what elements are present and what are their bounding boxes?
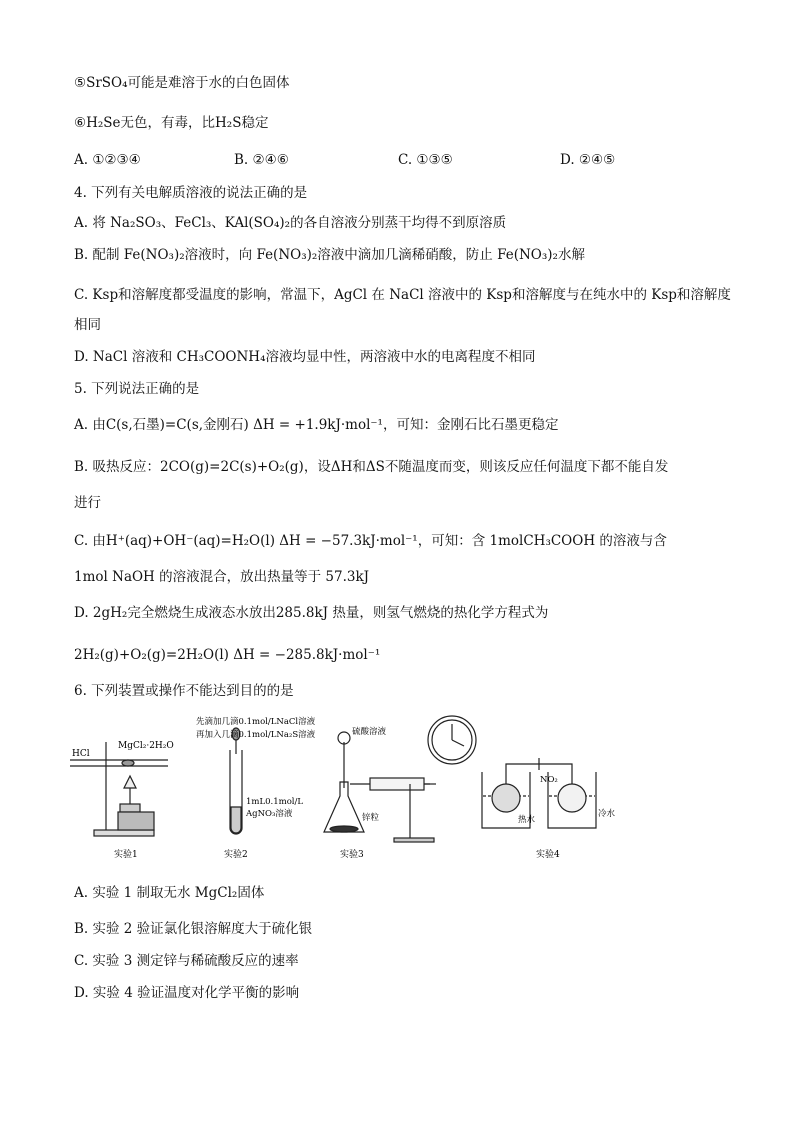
q4-stem: 4. 下列有关电解质溶液的说法正确的是 <box>74 185 308 201</box>
experiment-2-apparatus <box>230 728 242 834</box>
experiment-3-apparatus <box>324 716 476 842</box>
exp2-solution-line2: AgNO₃溶液 <box>246 809 293 819</box>
q6-option-c: C. 实验 3 测定锌与稀硫酸反应的速率 <box>74 953 299 969</box>
exp4-caption: 实验4 <box>536 850 560 860</box>
q5-option-c-line1: C. 由H⁺(aq)+OH⁻(aq)=H₂O(l) ΔH = −57.3kJ·mol⁻¹，可知：含 1molCH₃COOH 的溶液与含 <box>74 533 667 549</box>
exp3-acid-label: 硫酸溶液 <box>352 727 387 737</box>
experiment-4-apparatus <box>482 758 596 828</box>
experiment-figure <box>70 712 630 864</box>
q4-option-a: A. 将 Na₂SO₃、FeCl₃、KAl(SO₄)₂的各自溶液分别蒸干均得不到原溶质 <box>74 215 507 231</box>
q3-option-a: A. ①②③④ <box>74 152 141 168</box>
q6-option-d: D. 实验 4 验证温度对化学平衡的影响 <box>74 985 300 1001</box>
q6-option-b: B. 实验 2 验证氯化银溶解度大于硫化银 <box>74 921 313 937</box>
q5-option-d-line1: D. 2gH₂完全燃烧生成液态水放出285.8kJ 热量，则氢气燃烧的热化学方程式为 <box>74 605 549 621</box>
exp4-gas-label: NO₂ <box>540 775 558 785</box>
exp3-metal-label: 锌粒 <box>362 813 380 823</box>
exp2-solution-line1: 1mL0.1mol/L <box>246 797 304 807</box>
exp2-caption: 实验2 <box>224 850 248 860</box>
q5-option-c-line2: 1mol NaOH 的溶液混合，放出热量等于 57.3kJ <box>74 569 370 585</box>
exp1-gas-label: HCl <box>72 749 90 759</box>
q3-option-c: C. ①③⑤ <box>398 152 453 168</box>
q4-option-c-line1: C. Ksp和溶解度都受温度的影响，常温下，AgCl 在 NaCl 溶液中的 Ksp和溶解度与在纯水中的 Ksp和溶解度 <box>74 287 731 303</box>
q4-option-d: D. NaCl 溶液和 CH₃COONH₄溶液均显中性，两溶液中水的电离程度不相同 <box>74 349 536 365</box>
item-6: ⑥H₂Se无色，有毒，比H₂S稳定 <box>74 115 269 131</box>
q5-option-a: A. 由C(s,石墨)=C(s,金刚石) ΔH = +1.9kJ·mol⁻¹，可知：金刚石比石墨更稳定 <box>74 417 559 433</box>
q3-option-b: B. ②④⑥ <box>234 152 289 168</box>
q4-option-c-line2: 相同 <box>74 317 101 333</box>
exp4-hot-label: 热水 <box>518 815 536 825</box>
q5-stem: 5. 下列说法正确的是 <box>74 381 200 397</box>
q3-option-d: D. ②④⑤ <box>560 152 616 168</box>
exp2-top-line1: 先滴加几滴0.1mol/LNaCl溶液 <box>196 717 316 727</box>
q5-option-b-line2: 进行 <box>74 495 101 511</box>
q4-option-b: B. 配制 Fe(NO₃)₂溶液时，向 Fe(NO₃)₂溶液中滴加几滴稀硝酸，防止 Fe(NO₃)₂水解 <box>74 247 585 263</box>
exp2-top-line2: 再加入几滴0.1mol/LNa₂S溶液 <box>196 730 316 740</box>
q6-option-a: A. 实验 1 制取无水 MgCl₂固体 <box>74 885 265 901</box>
q6-stem: 6. 下列装置或操作不能达到目的的是 <box>74 683 294 699</box>
exp3-caption: 实验3 <box>340 850 364 860</box>
exp4-cold-label: 冷水 <box>598 809 616 819</box>
exp1-caption: 实验1 <box>114 850 138 860</box>
q5-option-d-line2: 2H₂(g)+O₂(g)=2H₂O(l) ΔH = −285.8kJ·mol⁻¹ <box>74 647 381 663</box>
q5-option-b-line1: B. 吸热反应：2CO(g)=2C(s)+O₂(g)，设ΔH和ΔS不随温度而变，则该反应任何温度下都不能自发 <box>74 459 669 475</box>
item-5: ⑤SrSO₄可能是难溶于水的白色固体 <box>74 75 290 91</box>
exp1-solid-label: MgCl₂·2H₂O <box>118 741 174 751</box>
